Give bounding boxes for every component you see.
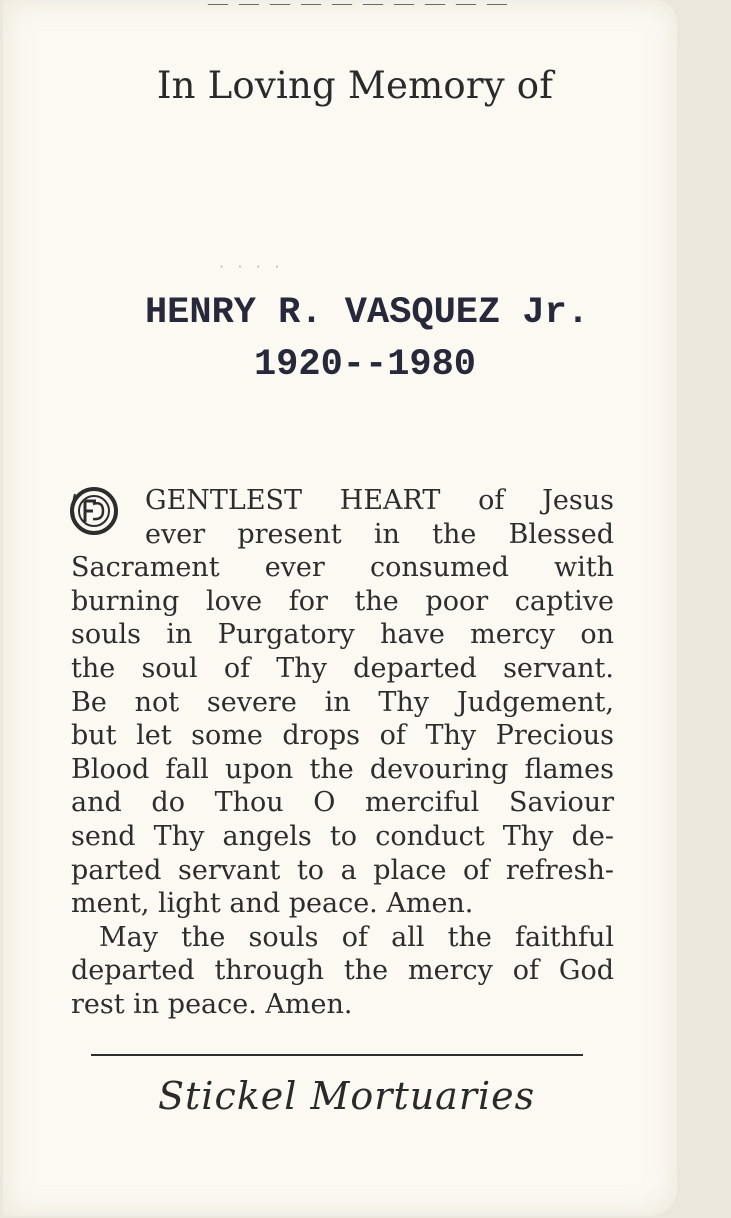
prayer-line: May the souls of all the faithful <box>99 921 614 953</box>
prayer-line: and do Thou O merciful Saviour <box>71 787 614 819</box>
memorial-card <box>3 0 677 1216</box>
prayer-line: parted servant to a place of refresh- <box>71 854 614 886</box>
life-dates: 1920--1980 <box>253 344 477 386</box>
print-specks: · · · · <box>218 260 283 274</box>
prayer-line: souls in Purgatory have mercy on <box>71 619 614 651</box>
prayer-line: ever present in the Blessed <box>145 518 614 550</box>
prayer-line: send Thy angels to conduct Thy de- <box>71 820 614 852</box>
prayer-line: GENTLEST HEART of Jesus <box>145 485 614 516</box>
prayer-line: ment, light and peace. Amen. <box>71 888 474 920</box>
prayer-line: departed through the mercy of God <box>71 955 614 987</box>
prayer-line: the soul of Thy departed servant. <box>71 652 614 684</box>
deceased-name: HENRY R. VASQUEZ Jr. <box>144 292 590 334</box>
sacred-heart-emblem-icon <box>65 484 123 536</box>
prayer-line: Sacrament ever consumed with <box>71 552 614 584</box>
memorial-heading: In Loving Memory of <box>156 64 554 107</box>
prayer-line: rest in peace. Amen. <box>71 988 353 1020</box>
mortuary-signature: Stickel Mortuaries <box>158 1074 536 1118</box>
divider-line <box>91 1054 583 1056</box>
cut-off-text: — — — — — — — — — — <box>208 0 510 14</box>
prayer-line: but let some drops of Thy Precious <box>71 720 614 752</box>
prayer-line: burning love for the poor captive <box>71 585 614 617</box>
prayer-text <box>71 484 614 1022</box>
prayer-line: Be not severe in Thy Judgement, <box>71 686 614 718</box>
prayer-line: Blood fall upon the devouring flames <box>71 753 614 785</box>
